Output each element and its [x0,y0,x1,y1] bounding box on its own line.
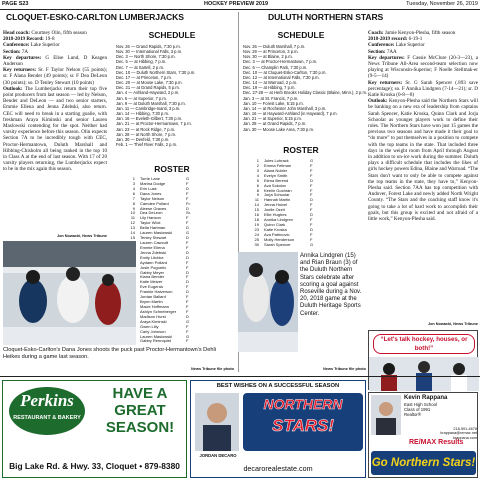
roster-position: F [186,259,189,265]
roster-position: F [186,190,189,196]
schedule-item: Dec. 20 — at Moose Lake, 7:30 p.m. [116,80,183,86]
stars-ad[interactable] [190,380,366,478]
roster-number: 1 [132,176,135,181]
roster-name: Aleese Graves [140,206,167,211]
roster-position: F [310,207,313,213]
stars-logo-line1: NORTHERN [263,396,343,412]
right-roster-heading: ROSTER [283,145,319,155]
agent-phone[interactable]: 218-591-4678 [453,427,477,431]
left-schedule-heading: SCHEDULE [148,30,196,40]
schedule-item: Jan. 6 — at Superior, 7 p.m. [116,95,167,101]
roster-number: 24 [254,231,259,237]
roster-name: Araya Kiminski [140,319,167,324]
left-outlook: The Lumberjacks return their top five point producers from last season — led by Nelson, Bender and DeLeon — and two senior starters, Emmie Ellena and Jenna Zdebski, also return. CEC will need to break in a starting goalie, with freshman Araya Kiminski and senior Lauren Maslowski contending for the spot. Neither had varsity experience before this season. Olin expects Section 7A to be incredibly tough with CEC, Proctor-Hermantown, Duluth Marshall and Hibbing-Chisholm all being ranked in the top 10 in Class A at the end of last season. With 17 of 20 varsity players returning, the Lumberjacks expect to be in the mix again this season. [3,85,107,173]
roster-name: Molly Henderson [264,237,295,242]
schedule-item: Nov. 30 — International Falls, 3 p.m. [116,49,183,55]
roster-name: Katie Kroska [264,227,287,232]
left-section: 7A [21,48,29,55]
left-coach: Courtney Olin, fifth season [31,30,87,36]
roster-name: Jenna Zdebski [140,250,167,255]
roster-name: Evelyn Smith [264,173,288,178]
realtor-photo [195,393,239,451]
roster-position: G [310,158,314,163]
roster-number: 9 [132,205,135,211]
roster-number: 4 [132,185,135,191]
roster-position: G [310,241,314,247]
roster-name: Erin Lusk [140,186,157,191]
roster-position: F [186,220,189,226]
roster-name: Gabby Meyer [140,270,165,275]
roster-position: F [186,274,189,280]
page-header [0,0,480,8]
roster-number: 4 [256,172,259,178]
realtor-portrait-image [195,393,239,451]
right-team-title: DULUTH NORTHERN STARS [268,12,384,22]
roster-name: Madison Hurst [140,314,166,319]
schedule-item: Feb. 1 — Thief River Falls, 2 p.m. [116,141,178,147]
right-section: 7AA [386,48,397,55]
schedule-item: Nov. 26 — Grand Rapids, 7:30 p.m. [116,44,181,49]
perkins-logo [9,387,85,435]
perkins-headline [95,385,185,436]
left-coach-label: Head coach: [3,30,31,36]
roster-position: F [310,162,313,168]
roster-name: Lily Hanson [140,216,161,221]
right-departures-label: Key departures: [368,54,405,61]
schedule-item: Jan. 21 — at Proctor-Hermantown, 7 p.m. [116,121,192,127]
roster-name: Marina Dodge [140,181,166,186]
right-outlook: Kenyon-Plesha said the Northern Stars will be banking on a new era of leadership from captains Sarah Spencer, Katie Kroska, Quinn Clark and Jorja Schoolar as younger players work to define their roles. The Northern Stars have won just 15 games the previous two seasons and have made it their goal to “do more” to put themselves in a position to compete with the top teams in the state. That included three days in the weight room from April through August in addition to on-ice work during the summer. Duluth plays a difficult schedule that includes the likes of girls hockey powers Edina, Blaine and Warroad. “The Stars don't want to only be able to compete against the top teams in the state, they have to,” Kenyon-Plesha said. Section 7AA has top competition with Andover, Forest Lake and newly added North Wright County. “The Stars and the coaching staff know it's going to take a lot of hard work to accomplish their goals, but this group is excited and not afraid of a little work,” Kenyon-Plesha said. [368,98,478,223]
roster-position: F [186,264,189,270]
roster-name: Ashlyn Schneberger [140,309,177,314]
roster-number: 1 [256,158,259,163]
stars-logo [243,393,363,451]
left-returners-label: Key returners: [3,67,37,74]
roster-position: D [186,279,189,285]
remax-ad[interactable] [368,392,478,478]
hockey-photo-image [3,241,136,345]
agent-portrait-image [371,395,401,435]
remax-hockey-photo [369,357,479,391]
roster-position: D [186,225,189,231]
right-coach-label: Coach: [368,30,384,36]
right-article-body [368,30,478,222]
roster-name: Dea DeLeon [140,211,163,216]
roster-name: Gwen Lilly [140,324,159,329]
roster-name: Lauren Maslowski [140,231,173,236]
schedule-item: Jan. 30 — Moose Lake Area, 7:30 p.m. [243,126,314,132]
roster-position: F [186,244,189,250]
left-departures: G Elise Lund, D Keagen Anderson [3,54,107,68]
right-outlook-label: Outlook: [368,98,388,105]
roster-position: F [310,182,313,188]
roster-name: Kiana Bender [140,275,165,280]
roster-name: Aydann Pollard [140,260,168,265]
perkins-headline-3: SEASON! [105,419,175,436]
roster-name: Joelle Ozzit [264,208,285,213]
left-team-title: CLOQUET-ESKO-CARLTON LUMBERJACKS [6,12,184,22]
right-record: 6-19-1 [408,36,423,43]
celebration-photo-image [238,252,298,352]
roster-number: 13 [130,225,135,231]
roster-position: G [186,318,190,324]
schedule-item: Dec. 21 — at Grand Rapids, 5 p.m. [116,85,180,91]
left-record-label: 2018-2019 Record: [3,36,44,43]
roster-position: D [186,185,189,191]
schedule-item: Dec. 10 — at Cloquet-Esko-Carlton, 7:30 p.m. [243,69,327,75]
roster-name: Quinn Clark [264,222,286,227]
roster-name: Bella Hartman [140,226,166,231]
schedule-item: Jan. 3 — at St. Francis, 7 p.m. [243,95,299,101]
schedule-item: Jan. 16 — at Hayward-Ashland (in Hayward), 7 p.m. [243,111,338,117]
stars-logo-line2: STARS! [271,416,334,435]
roster-position: F [186,338,189,344]
remax-ad-top [368,330,478,390]
realtor-name: JORDAN DECARO [199,453,237,458]
left-roster-list [128,177,218,344]
ad-rule [0,376,480,377]
roster-name: Katie Metzer [140,280,163,285]
roster-name: Josie Pogorelc [140,265,167,270]
right-departures: F Cassie McClure (20-3—23), a News Tribune All-Area second-team selection now playing at Wisconsin-Superior; F Noelle Stellmak-er (9-5—14) [368,54,478,80]
roster-number: 12 [130,220,135,226]
perkins-logo-subtitle: RESTAURANT & BAKERY [13,415,81,421]
roster-number: 3 [256,167,259,173]
roster-name: Carly Johnson [140,329,166,334]
schedule-item: Dec. 5 — at Hibbing, 7 p.m. [116,59,167,65]
roster-number: 14 [130,230,135,236]
roster-position: G [186,333,190,339]
roster-name: Lauren Cawcutt [140,240,169,245]
right-schedule-heading: SCHEDULE [277,30,325,40]
left-roster-heading: ROSTER [154,164,190,174]
roster-name: Emily Litchke [140,255,164,260]
schedule-item: Dec. 14 — at Warroad, 2 p.m. [243,80,298,86]
agent-email[interactable]: krappana@remax.net [440,431,477,436]
roster-row [128,339,218,344]
remax-brand: RE/MAX Results [409,439,464,446]
roster-name: Brynn Martin [140,300,163,305]
schedule-item: Dec. 6 — Champlin Park, 7:30 p.m. [243,64,308,70]
right-record-label: 2018-2019 record: [368,36,408,43]
roster-position: D [186,313,189,319]
agent-name: Kevin Rappana [404,395,448,401]
left-article-body [3,30,107,173]
section-title: HOCKEY PREVIEW 2019 [204,1,269,7]
header-rule [0,9,480,10]
roster-name: Jules Lohrack [264,159,289,163]
roster-number: 15 [254,207,259,213]
left-outlook-label: Outlook: [3,85,23,92]
perkins-address: Big Lake Rd. & Hwy. 33, Cloquet • 879-8380 [9,461,180,471]
schedule-item: Jan. 28 — at North Shore, 7 p.m. [116,131,177,137]
left-section-label: Section: [3,48,21,55]
perkins-ad[interactable] [2,380,187,478]
roster-position: F [310,172,313,178]
roster-position: F [186,215,189,221]
roster-name: Ava Sokolov [264,183,287,188]
left-conf: Lake Superior [30,42,60,49]
roster-name: Jenna Hoivel [264,203,288,208]
schedule-item: Jan. 4 — Ashland-Hayward, 2 p.m. [116,90,180,96]
roster-position: F [310,236,313,242]
right-game-photo [238,252,298,352]
agent-class: Class of 1991 [404,407,431,413]
right-schedule-list [243,44,367,132]
stars-ad-website[interactable]: decarorealestate.com [243,464,313,473]
roster-position: F [186,303,189,309]
schedule-item: Dec. 17 — at Princeton, 7 p.m. [116,74,172,80]
roster-position: D [310,226,313,232]
roster-name: Jorja Schoolar [264,193,290,198]
roster-position: F [310,217,313,223]
roster-name: Annika Lindgren [264,218,293,223]
remax-contact [404,395,477,418]
roster-position: F [310,231,313,237]
roster-number: 16 [254,212,259,218]
left-credit: Jon Nowacki, News Tribune [56,234,107,238]
right-photo-credit: News Tribune file photo [323,367,366,371]
left-game-photo [3,241,136,345]
left-headshot-area [3,205,107,238]
roster-number: 15 [130,235,135,241]
roster-number: 11 [254,197,259,203]
roster-name: Torrie Lane [140,177,161,181]
schedule-item: Jan. 23 — at Rock Ridge, 7 p.m. [116,126,176,132]
roster-position: D [310,212,313,218]
roster-position: F [186,299,189,305]
roster-position: F [186,323,189,329]
roster-position: F [186,328,189,334]
right-roster-list [252,159,348,248]
schedule-item: Dec. 12 — at International Falls, 7:30 p.m. [243,74,320,80]
right-returners-label: Key returners: [368,79,403,86]
roster-position: F [186,294,189,300]
roster-number: 14 [254,202,259,208]
roster-number: 25 [254,236,259,242]
roster-name: Ellie Hughes [264,213,287,218]
left-conf-label: Conference: [3,42,30,49]
roster-name: Emmie Ellena [140,245,165,250]
schedule-item: Jan. 9 — at Duluth Marshall, 7:30 p.m. [116,100,186,106]
left-photo-credit: News Tribune file photo [191,367,234,371]
roster-number: 9 [256,192,259,198]
roster-number: 30 [254,241,259,247]
go-stars-banner: Go Northern Stars! [371,451,476,475]
schedule-item: Dec. 3 — at Proctor-Hermantown, 7 p.m. [243,59,318,65]
right-photo-caption: Annika Lindgren (15) and Rian Braun (3) of the Duluth Northern Stars celebrate after scoring a goal against Roseville during a Nov. 20, 2018 game at the Duluth Heritage Sports Center. [300,253,362,317]
right-section-label: Section: [368,48,386,55]
roster-number: 3 [132,180,135,186]
schedule-item: Jan. 21 — at Superior, 5:15 p.m. [243,116,302,122]
schedule-item: Dec. 10 — Duluth Northern Stars, 7:30 p.m. [116,69,196,75]
roster-number: 10 [130,210,135,216]
perkins-logo-name: Perkins [20,391,74,410]
roster-number: 6 [256,182,259,188]
roster-position: G [186,176,190,181]
agent-role: Realtor® [404,412,422,418]
roster-number: 18 [254,217,259,223]
remax-agent-photo [371,395,401,435]
schedule-item: Dec. 3 — North Shore, 7:30 p.m. [116,54,176,60]
roster-position: D [310,177,313,183]
roster-position: Fr. [186,200,191,206]
stars-ad-banner: BEST WISHES ON A SUCCESSFUL SEASON [216,383,340,389]
roster-name: Lauren Maslowski [140,334,173,339]
schedule-item: Nov. 30 — at Blaine, 2 p.m. [243,54,293,60]
roster-name: Frankie Halverson [140,290,173,295]
roster-position: D [186,235,189,241]
roster-position: D [186,205,189,211]
schedule-item: Jan. 14 — at Rochester John Marshall, 3 p.m. [243,105,327,111]
page-number: PAGE S23 [2,1,29,7]
roster-number: 6 [132,190,135,196]
roster-number: 8 [132,200,135,206]
roster-name: Hannah Martin [264,198,291,203]
roster-number: 19 [254,221,259,227]
agent-website[interactable]: krappana.com [452,435,477,440]
schedule-item: Dec. 27-28 — at Herb Brooks Holiday Classic (Blaine, Minn.), 2 p.m. [243,90,367,96]
roster-name: Tenley Stewart [140,236,167,241]
roster-position: F [310,167,313,173]
roster-number: 11 [130,215,135,221]
roster-position: D [186,254,189,260]
roster-name: Dana Jones [140,191,162,196]
roster-position: F [310,192,313,198]
agent-school: East High School [404,402,437,407]
roster-position: F [310,187,313,193]
roster-number: 2 [256,162,259,168]
roster-position: F [186,195,189,201]
roster-position: G [186,230,190,236]
roster-number: 7 [132,195,135,201]
right-coach: Jamie Kenyon-Plesha, fifth season [384,30,456,36]
schedule-item: Dec. 7 — at Sartell, 2 p.m. [116,64,165,70]
roster-position: F [186,308,189,314]
roster-name: Keelin Gochran [264,188,292,193]
roster-row [252,243,348,248]
left-record: 19-8 [45,36,55,43]
left-schedule-list [116,44,232,147]
right-conf: Lake Superior [395,42,425,49]
schedule-item: Dec. 19 — at Hibbing, 7 p.m. [243,85,296,91]
roster-number: 5 [256,177,259,183]
schedule-item: Jan. 16 — Eveleth-Gilbert, 7:30 p.m. [116,116,183,122]
right-credit: Jon Nowacki, News Tribune [427,322,478,326]
roster-number: 23 [254,226,259,232]
schedule-item: Nov. 26 — Duluth Marshall, 7 p.m. [243,44,306,49]
roster-name: Alana Nobler [264,168,288,173]
roster-name: Camden Pollard [140,201,169,206]
roster-position: Sr. [186,210,191,216]
left-returners: Sr. F Taylor Nelson (55 points); sr. F Alana Bender (49 points); sr. F Dea DeLeon (30 points); so. D Tenley Stewart (10 points) [3,67,107,86]
roster-name: Eve Eugenia [140,285,163,290]
roster-position: D [186,289,189,295]
left-photo-caption: Cloquet-Esko-Carlton's Dana Jones shoots the puck past Proctor-Hermantown's Dehli Heikes during a game last season. [3,347,216,360]
schedule-item: Jan. 30 — Denfeld, 7:30 p.m. [116,136,170,142]
roster-position: F [310,202,313,208]
left-departures-label: Key departures: [3,54,42,61]
roster-name: Ava Patrinovic [264,232,290,237]
right-conf-label: Conference: [368,42,395,49]
issue-date: Tuesday, November 26, 2019 [406,1,478,7]
roster-position: D [310,197,313,203]
roster-name: Elena Berend [264,178,289,183]
roster-number: 8 [256,187,259,193]
roster-name: Emma Feltman [264,163,292,168]
roster-name: Macie Hoffmann [140,304,170,309]
schedule-item: Jan. 11 — Cambridge-Isanti, 3 p.m. [116,105,181,111]
roster-position: D [186,249,189,255]
perkins-headline-2: GREAT [114,402,166,419]
schedule-item: Jan. 28 — at Grand Rapids, 7 p.m. [243,121,307,127]
roster-position: F [310,221,313,227]
roster-name: Taylor Nelson [140,196,165,201]
remax-speech-bubble: “Let's talk hockey, houses, or both!” [373,334,475,354]
schedule-item: Nov. 29 — at Princeton, 3 p.m. [243,49,299,55]
roster-position: F [186,180,189,186]
roster-position: F [186,239,189,245]
roster-name: Gabby Rennquist [140,339,171,344]
roster-name: Sarah Spencer [264,242,291,247]
roster-name: Jordan Ballard [140,295,166,300]
right-returners: Sr. G Sarah Spencer (.893 save percentage); so. F Annika Lindgren (7-14—21); sr. D Katie Kroska (0-8—8) [368,79,479,99]
perkins-headline-1: HAVE A [112,385,168,402]
schedule-item: Jan. 14 — Hibbing, 7:30 p.m. [116,111,170,117]
schedule-item: Jan. 10 — Forest Lake, 5:15 p.m. [243,100,304,106]
roster-position: D [186,269,189,275]
roster-position: F [186,284,189,290]
roster-name: Taylor Wick [140,221,161,226]
